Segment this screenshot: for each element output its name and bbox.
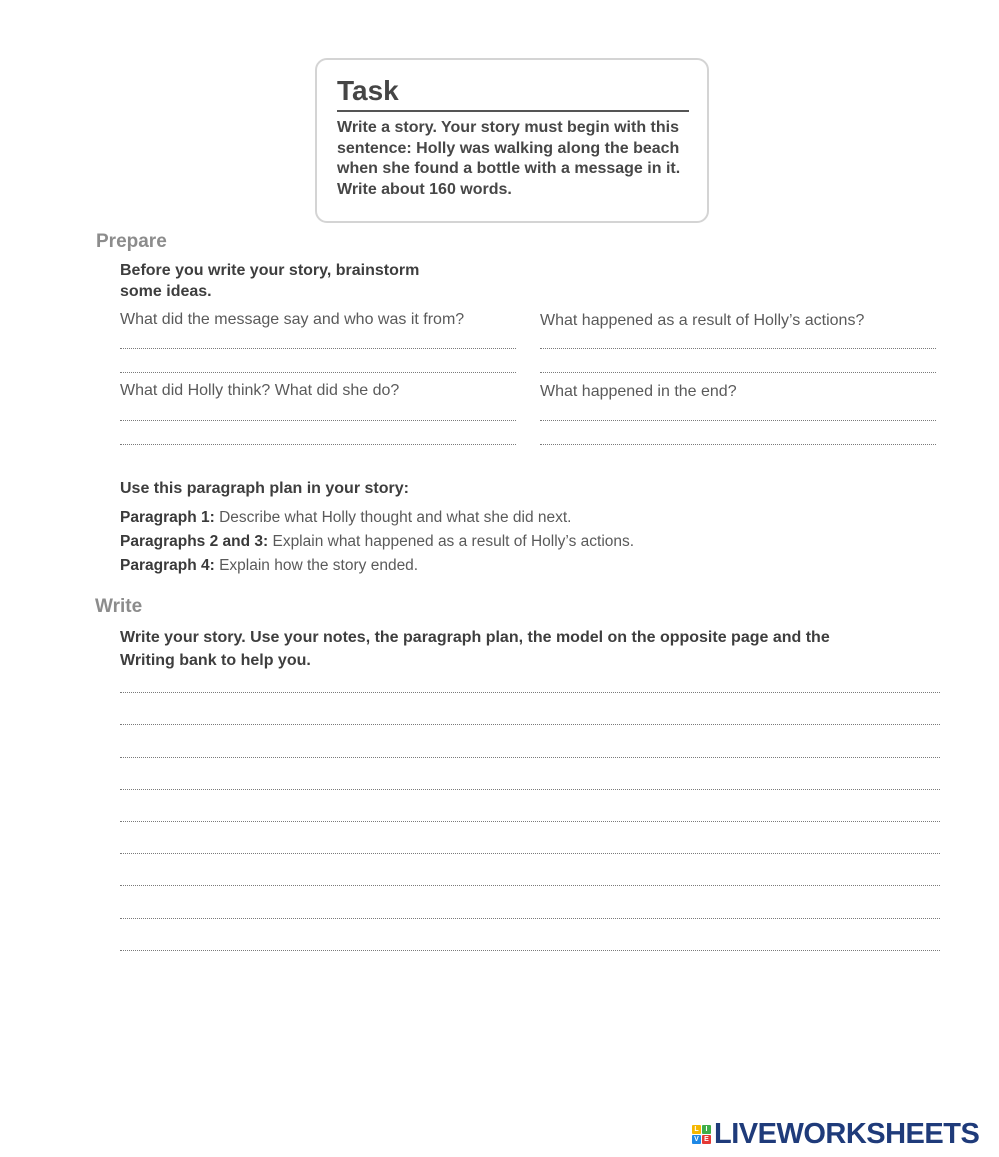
logo-icon [692,1125,711,1144]
plan-intro: Use this paragraph plan in your story: [120,480,409,497]
task-text: Write a story. Your story must begin with this sentence: Holly was walking along the beach when she found a bottle with a message in it. Write about 160 words. [337,119,681,198]
write-instruction-line1: Write your story. Use your notes, the paragraph plan, the model on the opposite page and the [120,629,830,646]
question-end: What happened in the end? [540,383,737,400]
writing-line[interactable] [120,885,940,886]
write-instruction-line2: Writing bank to help you. [120,652,311,669]
writing-line[interactable] [120,692,940,693]
writing-line[interactable] [120,918,940,919]
logo-tile: V [692,1135,701,1144]
answer-line[interactable] [120,420,516,421]
writing-line[interactable] [120,724,940,725]
answer-line[interactable] [540,372,936,373]
plan-item [120,557,418,575]
plan-label: Paragraph 1: [120,509,215,526]
plan-label: Paragraph 4: [120,557,215,574]
task-box [315,58,709,223]
answer-line[interactable] [120,348,516,349]
logo-tile: I [702,1125,711,1134]
prepare-heading: Prepare [96,231,167,252]
question-message: What did the message say and who was it from? [120,311,465,328]
answer-line[interactable] [540,420,936,421]
liveworksheets-logo [692,1118,979,1151]
plan-text: Explain what happened as a result of Holly’s actions. [268,533,635,550]
prepare-intro-line2: some ideas. [120,283,212,300]
question-result: What happened as a result of Holly’s actions? [540,312,865,329]
logo-tile: E [702,1135,711,1144]
plan-text: Explain how the story ended. [214,557,419,574]
question-holly-think: What did Holly think? What did she do? [120,382,400,399]
plan-item [120,509,571,527]
answer-line[interactable] [120,444,516,445]
answer-line[interactable] [540,444,936,445]
write-heading: Write [95,596,143,617]
writing-line[interactable] [120,821,940,822]
writing-line[interactable] [120,950,940,951]
writing-line[interactable] [120,789,940,790]
writing-line[interactable] [120,757,940,758]
logo-text: LIVEWORKSHEETS [714,1118,980,1150]
logo-tile: L [692,1125,701,1134]
plan-label: Paragraphs 2 and 3: [120,533,269,550]
task-title: Task [337,74,689,112]
plan-text: Describe what Holly thought and what she did next. [214,509,572,526]
prepare-intro-line1: Before you write your story, brainstorm [120,262,420,279]
writing-line[interactable] [120,853,940,854]
answer-line[interactable] [120,372,516,373]
answer-line[interactable] [540,348,936,349]
plan-item [120,533,634,551]
